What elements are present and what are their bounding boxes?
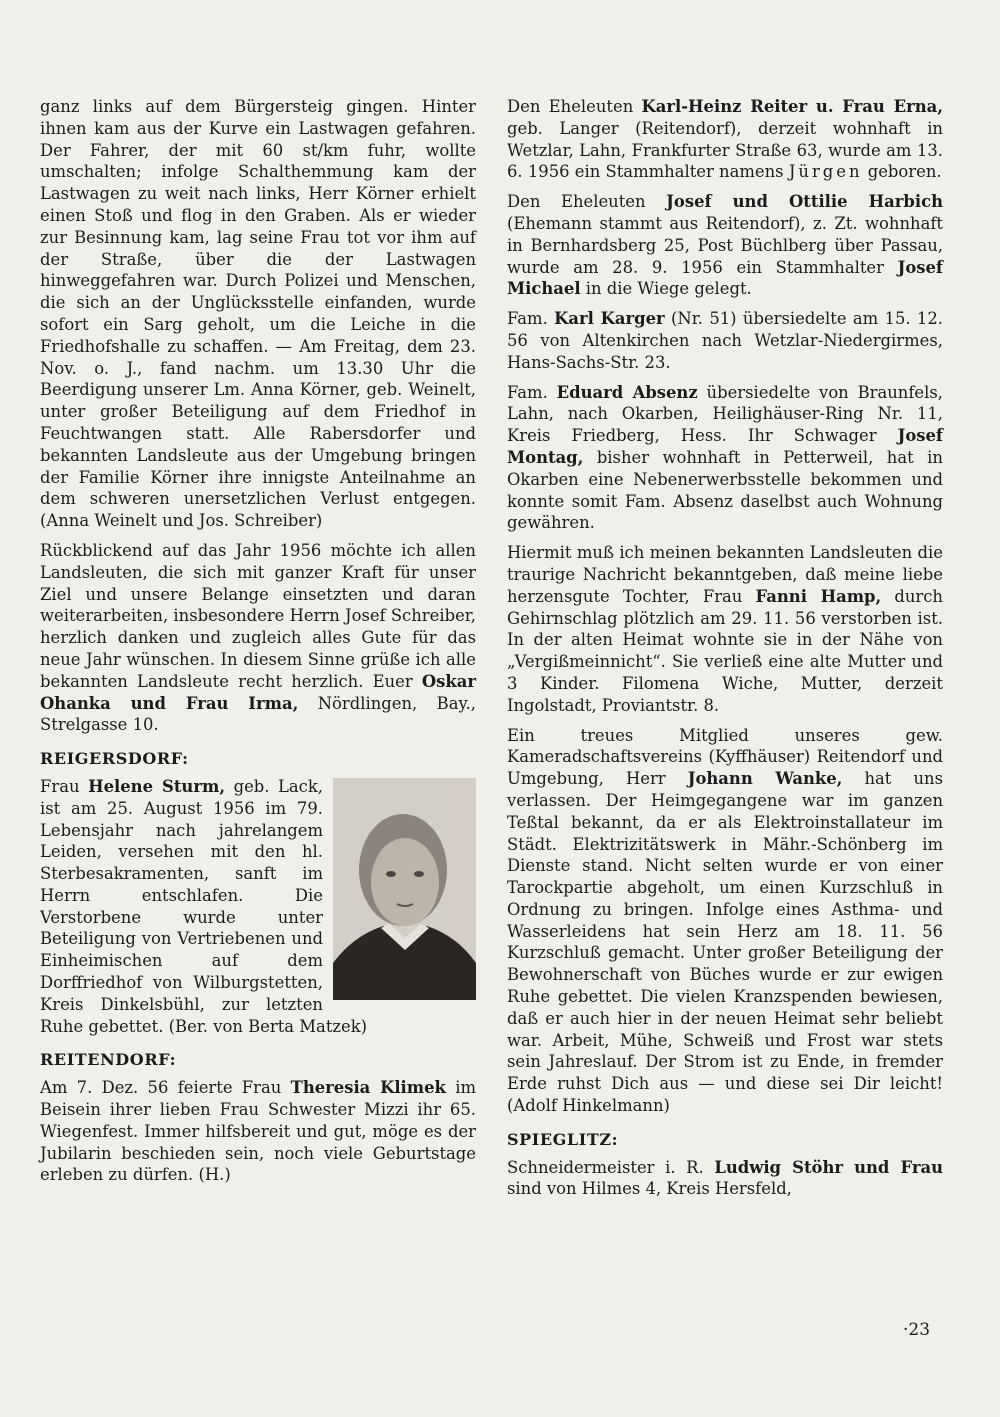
article-paragraph: Hiermit muß ich meinen bekannten Landsleuten die traurige Nachricht bekanntgeben, daß meine liebe herzensgute Tochter, Frau Fanni Hamp, durch Gehirnschlag plötzlich am 29. 11. 56 verstorben ist. In der alten Heimat wohnte sie in der Nähe von „Vergißmeinnicht“. Sie verließ eine alte Mutter und 3 Kinder. Filomena Wiche, Mutter, derzeit Ingolstadt, Proviantstr. 8. xyxy=(507,543,943,715)
article-paragraph: Rückblickend auf das Jahr 1956 möchte ich allen Landsleuten, die sich mit ganzer Kraft für unser Ziel und unsere Belange einsetzten und daran weiterarbeiten, insbesondere Herrn Josef Schreiber, herzlich danken und zugleich alles Gute für das neue Jahr wünschen. In diesem Sinne grüße ich alle bekannten Landsleute recht herzlich. Euer Oskar Ohanka und Frau Irma, Nördlingen, Bay., Strelgasse 10. xyxy=(40,540,477,735)
article-paragraph: Den Eheleuten Josef und Ottilie Harbich (Ehemann stammt aus Reitendorf), z. Zt. wohnhaft in Bernhardsberg 25, Post Büchlberg über Passau, wurde am 28. 9. 1956 ein Stammhalter Josef Michael in die Wiege gelegt. xyxy=(507,192,943,299)
section-heading-reitendorf: REITENDORF: xyxy=(40,1050,177,1070)
section-heading-spieglitz: SPIEGLITZ: xyxy=(507,1129,619,1149)
page-number: ·23 xyxy=(903,1320,931,1340)
article-paragraph: Fam. Karl Karger (Nr. 51) übersiedelte am 15. 12. 56 von Altenkirchen nach Wetzlar-Niedergirmes, Hans-Sachs-Str. 23. xyxy=(507,309,943,372)
article-paragraph: Fam. Eduard Absenz übersiedelte von Braunfels, Lahn, nach Okarben, Heilighäuser-Ring Nr. 11, Kreis Friedberg, Hess. Ihr Schwager Josef Montag, bisher wohnhaft in Petterweil, hat in Okarben eine Nebenerwerbsstelle bekommen und konnte somit Fam. Absenz daselbst auch Wohnung gewähren. xyxy=(507,382,943,533)
section-heading-reigersdorf: REIGERSDORF: xyxy=(40,749,189,769)
article-paragraph: Am 7. Dez. 56 feierte Frau Theresia Klimek im Beisein ihrer lieben Frau Schwester Mizzi ihr 65. Wiegenfest. Immer hilfsbereit und gut, möge es der Jubilarin beschieden sein, noch viele Geburtstage erleben zu dürfen. (H.) xyxy=(40,1078,476,1185)
right-column xyxy=(507,96,943,1208)
article-paragraph: Schneidermeister i. R. Ludwig Stöhr und Frau sind von Hilmes 4, Kreis Hersfeld, xyxy=(507,1157,943,1199)
portrait-image xyxy=(333,778,476,1000)
article-paragraph: ganz links auf dem Bürgersteig gingen. Hinter ihnen kam aus der Kurve ein Lastwagen gefahren. Der Fahrer, der mit 60 st/km fuhr, wollte umschalten; infolge Schalthemmung kam der Lastwagen zu weit nach links, Herr Körner erhielt einen Stoß und flog in den Graben. Als er wieder zur Besinnung kam, lag seine Frau tot vor ihm auf der Straße, über die der Lastwagen hinweggefahren war. Durch Polizei und Menschen, die sich an der Unglücksstelle einfanden, wurde sofort ein Sarg geholt, um die Leiche in die Friedhofshalle zu schaffen. — Am Freitag, dem 23. Nov. o. J., fand nachm. um 13.30 Uhr die Beerdigung unserer Lm. Anna Körner, geb. Weinelt, unter großer Beteiligung auf dem Friedhof in Feuchtwangen statt. Alle Rabersdorfer und bekannten Landsleute aus der Umgebung bringen der Familie Körner ihre innigste Anteilnahme an dem schweren unersetzlichen Verlust entgegen. (Anna Weinelt und Jos. Schreiber) xyxy=(40,97,476,531)
article-paragraph: Den Eheleuten Karl-Heinz Reiter u. Frau Erna, geb. Langer (Reitendorf), derzeit wohnhaft in Wetzlar, Lahn, Frankfurter Straße 63, wurde am 13. 6. 1956 ein Stammhalter namens Jürgen geboren. xyxy=(507,97,943,182)
obituary-helene-sturm: Frau Helene Sturm, geb. Lack, ist am 25. August 1956 im 79. Lebensjahr nach jahrelangem Leiden, versehen mit den hl. Sterbesakramenten, sanft im Herrn entschlafen. Die Verstorbene wurde unter Beteiligung von Vertriebenen und Einheimischen auf dem Dorffriedhof von Wilburgstetten, Kreis Dinkelsbühl, zur letzten Ruhe gebettet. (Ber. von Berta Matzek) xyxy=(40,776,476,1038)
article-paragraph: Ein treues Mitglied unseres gew. Kameradschaftsvereins (Kyffhäuser) Reitendorf und Umgebung, Herr Johann Wanke, hat uns verlassen. Der Heimgegangene war im ganzen Teßtal bekannt, da er als Elektroinstallateur im Städt. Elektrizitätswerk in Mähr.-Schönberg im Dienste stand. Nicht selten wurde er von einer Tarockpartie abgeholt, um einen Kurzschluß in Ordnung zu bringen. Infolge eines Asthma- und Wasserleidens hat sein Herz am 18. 11. 56 Kurzschluß gemacht. Unter großer Beteiligung der Bewohnerschaft von Büches wurde er zur ewigen Ruhe gebettet. Die vielen Kranzspenden bewiesen, daß er auch hier in der neuen Heimat sehr beliebt war. Arbeit, Mühe, Schweiß und Frost war stets sein Jahreslauf. Der Strom ist zu Ende, in fremder Erde ruhst Dich aus — und diese sei Dir leicht! (Adolf Hinkelmann) xyxy=(507,725,943,1116)
portrait-photo xyxy=(333,778,476,1000)
left-column xyxy=(40,96,476,1194)
